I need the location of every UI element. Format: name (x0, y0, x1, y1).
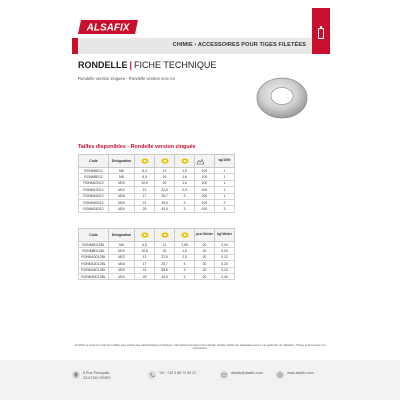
inner-diameter-icon (141, 158, 149, 164)
cell-inner: 21 (135, 267, 155, 273)
cell-outer: 22,5 (155, 254, 175, 260)
cell-thickness: 2,5 (175, 187, 195, 193)
cell-outer: 43,5 (155, 206, 175, 212)
cell-outer: 16 (155, 174, 175, 180)
cell-code: RONM20D12 (79, 199, 109, 205)
category-banner (72, 38, 312, 54)
cell-weight: 2 (215, 199, 235, 205)
cell-quantity: 100 (195, 199, 215, 205)
cell-outer: 28,7 (155, 193, 175, 199)
cell-weight: 1 (215, 180, 235, 186)
location-pin-icon (72, 371, 80, 379)
cell-pcs: 20 (195, 248, 215, 254)
cell-weight: 0,20 (215, 261, 235, 267)
outer-diameter-icon (161, 232, 169, 238)
cell-outer: 35,6 (155, 267, 175, 273)
table-row (79, 273, 235, 279)
cell-thickness: 1,65 (175, 242, 195, 248)
cell-weight: 0,20 (215, 267, 235, 273)
cell-code: RONM8D12 (79, 174, 109, 180)
thickness-icon (181, 158, 189, 164)
cell-thickness: 1,6 (175, 174, 195, 180)
washer-image (252, 66, 312, 126)
col-kg-blister: kg/ blister (215, 229, 235, 242)
cell-code: RONM6D12 (79, 168, 109, 174)
cell-code: RONM12D12BL (79, 261, 109, 267)
cell-designation: M10 (109, 180, 135, 186)
alsafix-logo-mark (78, 18, 142, 36)
cell-code: RONM10D12BL (79, 254, 109, 260)
cell-outer: 28,7 (155, 261, 175, 267)
cell-code: RONM16D12 (79, 193, 109, 199)
cell-thickness: 1,6 (175, 180, 195, 186)
footer-phone[interactable]: Tél : +33 3 88 72 59 21 (159, 371, 197, 375)
col-thickness (175, 155, 195, 168)
cell-inner: 10,5 (135, 180, 155, 186)
breadcrumb: CHIMIE › ACCESSOIRES POUR TIGES FILETÉES (172, 42, 306, 48)
col-inner-diameter (135, 155, 155, 168)
email-icon (220, 371, 228, 379)
cell-thickness: 3 (175, 273, 195, 279)
cell-inner: 21 (135, 199, 155, 205)
cell-weight: 0,04 (215, 242, 235, 248)
cell-inner: 10,5 (135, 248, 155, 254)
cell-code: RONM16D12BL (79, 267, 109, 273)
cell-outer: 22,5 (155, 187, 175, 193)
col-thickness (175, 229, 195, 242)
washer-illustration (252, 66, 312, 126)
cell-outer: 20 (155, 180, 175, 186)
cell-quantity: 100 (195, 174, 215, 180)
cell-designation: M6 (109, 168, 135, 174)
cell-pcs: 20 (195, 261, 215, 267)
col-weight: kg/1000 (215, 155, 235, 168)
phone-icon (148, 371, 156, 379)
page-title (78, 60, 216, 70)
cell-weight: 1 (215, 193, 235, 199)
col-code: Code (79, 155, 109, 168)
cell-inner: 6,5 (135, 242, 155, 248)
globe-icon (276, 371, 284, 379)
cell-quantity: 100 (195, 187, 215, 193)
cell-weight: 0,04 (215, 248, 235, 254)
cell-quantity: 100 (195, 206, 215, 212)
cell-designation: M24 (109, 273, 135, 279)
cell-thickness: 3 (175, 199, 195, 205)
cell-inner: 13 (135, 187, 155, 193)
pack-quantity-icon (196, 158, 213, 165)
cell-designation: M10 (109, 248, 135, 254)
address-line-2: ZA 67240 GRIES (83, 375, 111, 380)
cell-designation: M8 (109, 174, 135, 180)
disclaimer: ALSAFIX se réserve le droit de modifier sans préavis ses caractéristiques techniques. Informations données à titre indicatif. Veuillez vérifier leur adéquation avec le cas particulier de l'utilisation. Photos et documents non contractuels. (74, 344, 326, 351)
cell-pcs: 20 (195, 273, 215, 279)
cell-thickness: 1,6 (175, 168, 195, 174)
col-inner-diameter (135, 229, 155, 242)
cell-inner: 8,5 (135, 174, 155, 180)
cell-weight: 0,12 (215, 254, 235, 260)
cell-designation: M20 (109, 199, 135, 205)
cell-code: RONM20D12BL (79, 273, 109, 279)
col-outer-diameter (155, 229, 175, 242)
col-outer-diameter (155, 155, 175, 168)
title-separator: | (129, 60, 133, 70)
cell-pcs: 20 (195, 254, 215, 260)
table-row (79, 206, 235, 212)
col-code: Code (79, 229, 109, 242)
sizes-table-blister (78, 228, 235, 280)
cell-pcs: 20 (195, 267, 215, 273)
cell-inner: 17 (135, 261, 155, 267)
cell-quantity: 100 (195, 180, 215, 186)
sheet-type: FICHE TECHNIQUE (134, 60, 217, 70)
cell-code: RONM10D12 (79, 180, 109, 186)
logo-text: ALSAFIX (86, 22, 130, 34)
address-line-1: 5 Rue Principale (83, 371, 110, 375)
cell-code: RONM6D12BL (79, 242, 109, 248)
cell-thickness: 1,6 (175, 248, 195, 254)
cell-weight: 1 (215, 174, 235, 180)
col-pcs-blister: pcs/ blister (195, 229, 215, 242)
cell-quantity: 100 (195, 193, 215, 199)
cell-thickness: 3 (175, 261, 195, 267)
cell-designation: M20 (109, 267, 135, 273)
cell-weight: 3 (215, 206, 235, 212)
cell-code: RONM12D12 (79, 187, 109, 193)
cell-outer: 12 (155, 168, 175, 174)
alsafix-logo (78, 18, 142, 36)
cell-code: RONM24D12 (79, 206, 109, 212)
cell-thickness: 3 (175, 206, 195, 212)
cell-designation: M16 (109, 193, 135, 199)
col-designation: Désignation (109, 229, 135, 242)
cell-thickness: 2,5 (175, 254, 195, 260)
col-designation: Désignation (109, 155, 135, 168)
footer-website[interactable]: www.alsafix.com (287, 371, 314, 375)
cell-quantity: 100 (195, 168, 215, 174)
sizes-table-zinc (78, 154, 235, 213)
cell-designation: M24 (109, 206, 135, 212)
cell-inner: 25 (135, 206, 155, 212)
footer-address (83, 371, 111, 380)
thickness-icon (181, 232, 189, 238)
cell-designation: M16 (109, 261, 135, 267)
cell-code: RONM8D12BL (79, 248, 109, 254)
cell-thickness: 3 (175, 193, 195, 199)
banner-accent (72, 38, 78, 54)
product-name: RONDELLE (78, 60, 128, 70)
cell-outer: 35,6 (155, 199, 175, 205)
cell-outer: 43,5 (155, 273, 175, 279)
table-header-row (79, 155, 235, 168)
cell-weight: 0,40 (215, 273, 235, 279)
page-footer (0, 360, 400, 400)
product-subtitle: Rondelle version zinguée - Rondelle version inox A4 (78, 76, 175, 81)
cell-designation: M12 (109, 187, 135, 193)
cell-weight: 1 (215, 168, 235, 174)
col-quantity (195, 155, 215, 168)
cell-thickness: 3 (175, 267, 195, 273)
cell-weight: 1 (215, 187, 235, 193)
cartridge-tube-icon (318, 28, 324, 39)
cell-pcs: 20 (195, 242, 215, 248)
footer-email[interactable]: alsafix@alsafix.com (231, 371, 263, 375)
cell-inner: 17 (135, 193, 155, 199)
cell-outer: 12 (155, 242, 175, 248)
cell-inner: 25 (135, 273, 155, 279)
section-title: Tailles disponibles - Rondelle version zinguée (78, 144, 196, 150)
cell-designation: M12 (109, 254, 135, 260)
table-header-row (79, 229, 235, 242)
outer-diameter-icon (161, 158, 169, 164)
cell-outer: 20 (155, 248, 175, 254)
cell-inner: 6,4 (135, 168, 155, 174)
cell-designation: M6 (109, 242, 135, 248)
cell-inner: 13 (135, 254, 155, 260)
inner-diameter-icon (141, 232, 149, 238)
category-tab (312, 8, 330, 54)
